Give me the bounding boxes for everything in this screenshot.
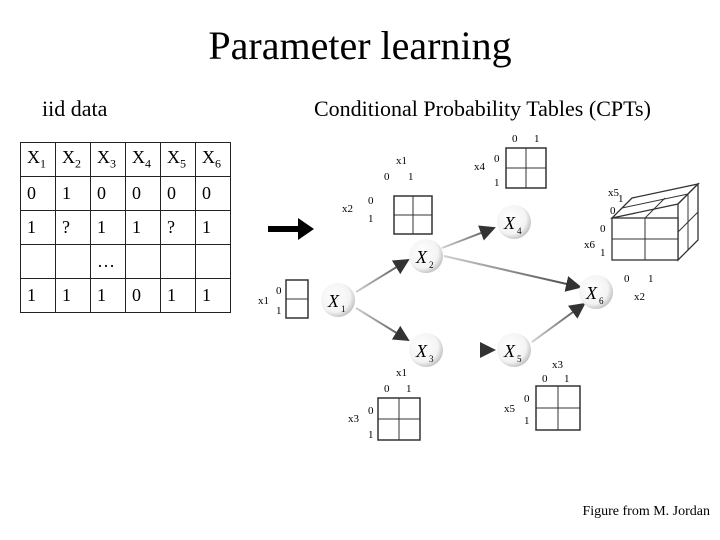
table-cell: [21, 245, 56, 279]
svg-text:x1: x1: [258, 295, 269, 307]
svg-text:6: 6: [599, 296, 604, 306]
table-cell: 0: [196, 177, 231, 211]
iid-data-table: [20, 142, 231, 313]
svg-text:1: 1: [600, 247, 606, 259]
node-x5: [497, 333, 531, 367]
table-cell: 0: [161, 177, 196, 211]
svg-text:x3: x3: [552, 359, 563, 371]
table-cell: 1: [21, 211, 56, 245]
svg-text:1: 1: [564, 373, 570, 385]
svg-text:2: 2: [429, 260, 434, 270]
svg-text:1: 1: [648, 273, 654, 285]
edge-x1-x3: [356, 308, 408, 340]
table-cell: [196, 245, 231, 279]
svg-text:0: 0: [276, 285, 282, 297]
bayes-network-diagram: [250, 122, 720, 452]
svg-text:0: 0: [384, 383, 390, 395]
svg-text:x3: x3: [348, 413, 359, 425]
cpt-x1: [258, 280, 308, 318]
table-cell: ?: [56, 211, 91, 245]
iid-data-heading: iid data: [42, 96, 108, 121]
table-row: [21, 211, 231, 245]
svg-text:x2: x2: [342, 203, 353, 215]
svg-text:0: 0: [368, 195, 374, 207]
svg-text:4: 4: [517, 226, 522, 236]
cpt-x4: [474, 133, 546, 189]
slide-title: Parameter learning: [208, 23, 512, 68]
svg-text:x1: x1: [396, 155, 407, 167]
table-cell: [126, 245, 161, 279]
table-cell: 0: [21, 177, 56, 211]
table-cell: [161, 245, 196, 279]
node-x2: [409, 239, 443, 273]
node-x1: [321, 283, 355, 317]
edge-x5-x6: [532, 304, 584, 342]
svg-text:0: 0: [524, 393, 530, 405]
svg-text:X: X: [416, 247, 427, 267]
table-header-x2: $X_2$: [56, 143, 91, 177]
svg-text:1: 1: [368, 213, 374, 225]
node-x4: [497, 205, 531, 239]
table-cell: 1: [126, 211, 161, 245]
svg-text:0: 0: [384, 171, 390, 183]
svg-text:0: 0: [512, 133, 518, 145]
svg-text:3: 3: [429, 354, 434, 364]
node-x6: [579, 275, 613, 309]
table-cell: 1: [196, 279, 231, 313]
cpt-x2: [342, 155, 432, 234]
edge-x1-x2: [356, 260, 408, 292]
cpt-x3: [348, 367, 420, 441]
svg-text:x6: x6: [584, 239, 595, 251]
table-row: [21, 279, 231, 313]
svg-text:1: 1: [276, 305, 282, 317]
svg-text:X: X: [586, 283, 597, 303]
svg-text:1: 1: [534, 133, 540, 145]
svg-text:1: 1: [494, 177, 500, 189]
svg-text:X: X: [416, 341, 427, 361]
table-cell: 1: [161, 279, 196, 313]
table-cell: 1: [91, 279, 126, 313]
svg-text:5: 5: [517, 354, 522, 364]
table-header-x4: $X_4$: [126, 143, 161, 177]
svg-text:x4: x4: [474, 161, 485, 173]
table-cell: 1: [56, 177, 91, 211]
table-row: [21, 177, 231, 211]
table-cell: 1: [91, 211, 126, 245]
figure-credit: Figure from M. Jordan: [582, 504, 710, 519]
svg-text:1: 1: [406, 383, 412, 395]
svg-text:0: 0: [494, 153, 500, 165]
svg-text:1: 1: [524, 415, 530, 427]
svg-text:1: 1: [618, 193, 624, 205]
network-edges: [356, 228, 584, 350]
svg-text:X: X: [504, 213, 515, 233]
svg-text:1: 1: [341, 304, 346, 314]
svg-text:0: 0: [600, 223, 606, 235]
svg-text:1: 1: [408, 171, 414, 183]
table-cell: 1: [56, 279, 91, 313]
svg-text:0: 0: [624, 273, 630, 285]
table-header-x6: $X_6$: [196, 143, 231, 177]
svg-text:x1: x1: [396, 367, 407, 379]
svg-text:0: 0: [368, 405, 374, 417]
svg-text:x5: x5: [608, 187, 619, 199]
table-header-x3: $X_3$: [91, 143, 126, 177]
svg-text:x5: x5: [504, 403, 515, 415]
cpt-x5: [504, 359, 580, 430]
edge-x2-x4: [442, 228, 494, 248]
table-header-row: [21, 143, 231, 177]
svg-text:1: 1: [368, 429, 374, 441]
edge-x2-x6: [444, 256, 580, 287]
table-cell-ellipsis: …: [91, 245, 126, 279]
table-cell: 0: [91, 177, 126, 211]
svg-text:0: 0: [542, 373, 548, 385]
node-x3: [409, 333, 443, 367]
table-header-x1: $X_1$: [21, 143, 56, 177]
cpt-heading: Conditional Probability Tables (CPTs): [314, 96, 651, 121]
table-cell: 0: [126, 177, 161, 211]
table-row: [21, 245, 231, 279]
table-header-x5: $X_5$: [161, 143, 196, 177]
table-cell: 1: [196, 211, 231, 245]
table-cell: 0: [126, 279, 161, 313]
table-cell: [56, 245, 91, 279]
table-cell: ?: [161, 211, 196, 245]
table-cell: 1: [21, 279, 56, 313]
svg-text:X: X: [328, 291, 339, 311]
svg-text:x2: x2: [634, 291, 645, 303]
svg-text:0: 0: [610, 205, 616, 217]
svg-text:X: X: [504, 341, 515, 361]
